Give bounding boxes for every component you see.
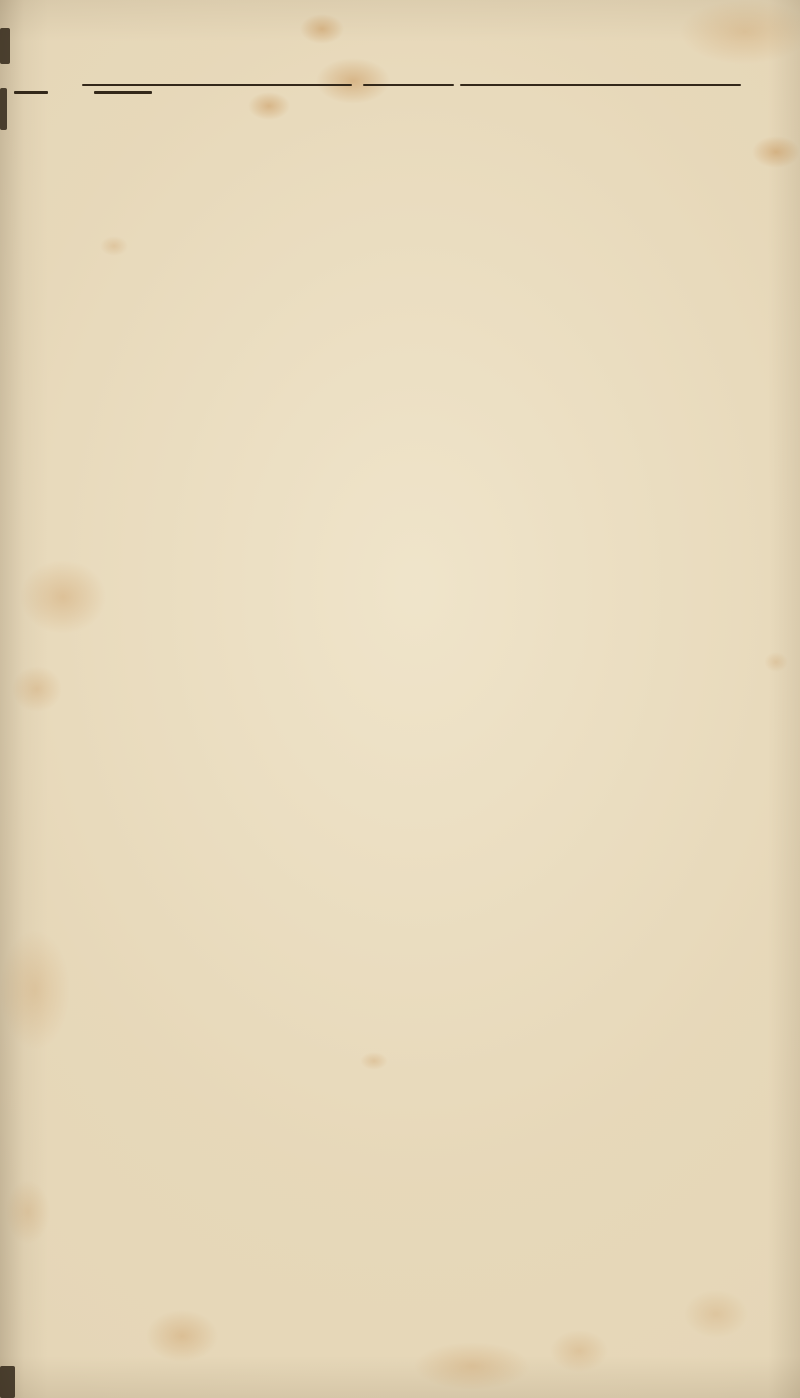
foxing-spot (20, 560, 106, 634)
division-column-right (418, 106, 748, 110)
head-rule-segment (82, 84, 352, 86)
binding-mark (0, 1366, 15, 1398)
division-list (96, 106, 748, 110)
foxing-spot (0, 930, 70, 1050)
foxing-spot (146, 1310, 218, 1362)
foxing-spot (100, 236, 128, 256)
foxing-spot (764, 652, 788, 672)
head-rule-segment (14, 91, 48, 94)
foxing-spot (300, 14, 344, 44)
binding-mark (0, 88, 7, 130)
foxing-spot (316, 58, 390, 104)
head-rule-segment (460, 84, 741, 86)
foxing-spot (752, 136, 800, 168)
foxing-spot (360, 1052, 388, 1070)
foxing-spot (680, 0, 800, 64)
binding-mark (0, 28, 10, 64)
catalog-content (96, 99, 748, 113)
division-column-left (96, 106, 397, 110)
foxing-spot (414, 1342, 530, 1390)
head-rule-segment (363, 84, 454, 86)
head-rule-segment (94, 91, 152, 94)
foxing-spot (6, 1180, 50, 1244)
foxing-spot (12, 666, 62, 712)
foxing-spot (684, 1290, 748, 1338)
foxing-spot (550, 1330, 608, 1372)
